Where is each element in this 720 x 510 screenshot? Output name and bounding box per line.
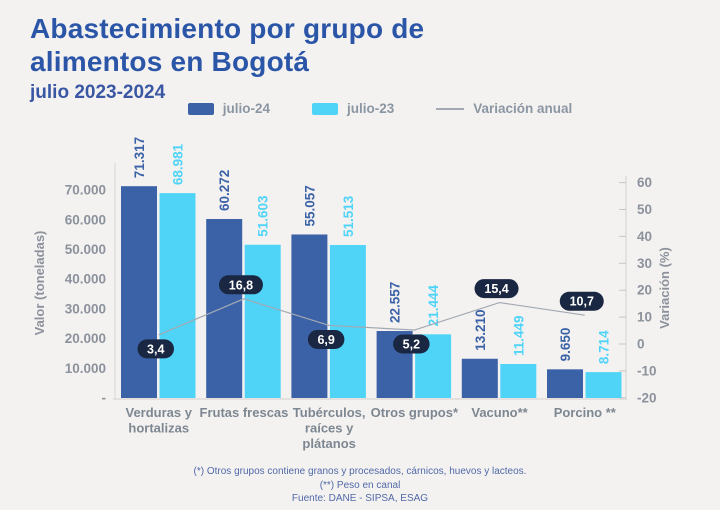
bar-value-label-julio-23-3: 51.513 [340, 195, 356, 238]
left-axis-tick-label: 70.000 [64, 182, 106, 198]
bar-value-label-julio-24-5: 13.210 [472, 309, 488, 351]
bar-julio-23-1 [160, 193, 196, 398]
bar-value-label-julio-24-1: 71.317 [132, 136, 147, 179]
left-axis-tick-label: 60.000 [64, 212, 106, 228]
line-label-text-5: 15,4 [484, 282, 509, 297]
right-axis-title: Variación (%) [657, 247, 672, 329]
source-note: Fuente: DANE - SIPSA, ESAG [291, 493, 429, 504]
legend-label-julio-23: julio-23 [346, 101, 395, 116]
legend-item-julio-24 [188, 101, 270, 116]
left-axis-tick-label: 40.000 [64, 271, 106, 287]
legend-swatch-julio-23 [312, 103, 338, 115]
footnote-peso-en-canal: (**) Peso en canal [319, 479, 401, 491]
footnotes [0, 465, 720, 506]
right-axis-tick-label: 0 [637, 336, 645, 352]
category-label-5: Vacuno** [471, 405, 528, 420]
right-axis-tick-label: 60 [637, 175, 653, 191]
legend-label-variacion-anual: Variación anual [473, 101, 573, 116]
right-axis-tick-label: 50 [637, 202, 653, 217]
left-axis-tick-label: 20.000 [64, 331, 106, 347]
category-label-3: Tubérculos, [292, 405, 366, 420]
bar-value-label-julio-23-6: 8.714 [596, 330, 612, 365]
bar-julio-24-2 [206, 219, 242, 398]
bar-julio-24-1 [121, 186, 157, 398]
bar-value-label-julio-23-1: 68.981 [170, 143, 186, 186]
bar-value-label-julio-24-2: 60.272 [217, 169, 233, 211]
bar-value-label-julio-24-4: 22.557 [387, 281, 403, 324]
category-label-3: raíces y [304, 420, 354, 436]
legend-line-swatch [436, 108, 464, 110]
right-axis-tick-label: -20 [637, 390, 657, 406]
category-label-1: hortalizas [128, 420, 190, 436]
bar-value-label-julio-23-2: 51.603 [255, 195, 271, 237]
right-axis-tick-label: 10 [637, 309, 653, 325]
bar-julio-24-3 [291, 234, 327, 398]
left-axis-tick-label: - [101, 390, 106, 406]
category-label-1: Verduras y [125, 405, 192, 420]
category-label-2: Frutas frescas [199, 405, 289, 420]
title-block [30, 12, 424, 104]
legend-swatch-julio-24 [188, 103, 214, 115]
category-label-4: Otros grupos* [370, 405, 459, 420]
page-subtitle: julio 2023-2024 [30, 82, 166, 103]
line-label-text-3: 6,9 [317, 332, 335, 347]
right-axis-tick-label: 40 [637, 228, 653, 244]
right-axis-tick-label: 20 [637, 282, 653, 298]
bar-value-label-julio-23-5: 11.449 [511, 315, 527, 356]
line-label-text-4: 5,2 [402, 337, 421, 352]
bar-value-label-julio-24-3: 55.057 [302, 185, 318, 227]
bar-value-label-julio-24-6: 9.650 [558, 327, 573, 362]
bar-value-label-julio-23-4: 21.444 [426, 285, 442, 327]
page-title-line2: alimentos en Bogotá [30, 46, 310, 77]
chart-legend [0, 101, 720, 116]
bar-julio-23-2 [245, 245, 281, 398]
right-axis-tick-label: 30 [637, 255, 653, 271]
category-label-6: Porcino ** [553, 405, 616, 420]
left-axis-tick-label: 50.000 [64, 242, 106, 257]
legend-item-julio-23 [312, 101, 394, 116]
bar-julio-24-5 [462, 359, 498, 398]
left-axis-title: Valor (toneladas) [32, 230, 47, 336]
right-axis-tick-label: -10 [637, 363, 657, 379]
legend-label-julio-24: julio-24 [222, 101, 270, 116]
page-title-line1: Abastecimiento por grupo de [30, 13, 425, 44]
legend-item-variacion-anual [436, 101, 572, 116]
category-label-3: plátanos [302, 436, 356, 451]
line-label-text-6: 10,7 [569, 294, 594, 309]
line-label-text-2: 16,8 [228, 278, 254, 293]
bar-julio-23-3 [330, 245, 366, 398]
bar-julio-23-6 [586, 372, 622, 398]
line-label-text-1: 3,4 [147, 342, 165, 357]
left-axis-tick-label: 10.000 [64, 360, 106, 376]
bar-julio-24-6 [547, 369, 583, 398]
left-axis-tick-label: 30.000 [64, 301, 106, 317]
bar-julio-23-5 [500, 364, 536, 398]
footnote-otros-grupos: (*) Otros grupos contiene granos y procesados, cárnicos, huevos y lacteos. [193, 466, 527, 477]
